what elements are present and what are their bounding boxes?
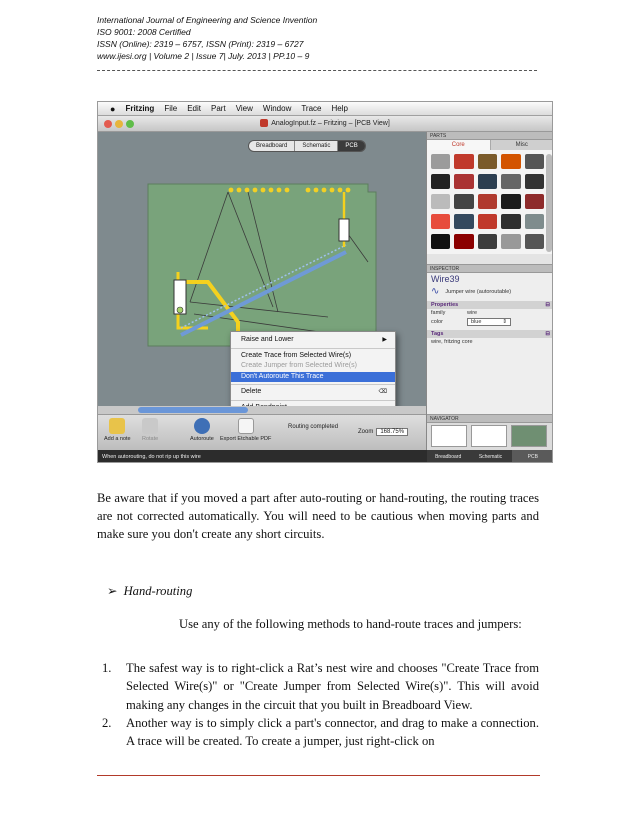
mac-menubar <box>98 102 552 116</box>
inspector-header: INSPECTOR <box>427 265 553 273</box>
part-thumbnail[interactable] <box>525 174 544 189</box>
add-note-button[interactable] <box>104 418 131 442</box>
header-line-journal: International Journal of Engineering and Science Invention <box>97 15 318 25</box>
intro-paragraph: Use any of the following methods to hand-route traces and jumpers: <box>179 617 522 631</box>
menu-separator <box>231 384 395 385</box>
tags-row <box>427 338 553 346</box>
document-icon <box>260 119 268 127</box>
breadboard-thumbnail[interactable] <box>431 425 467 447</box>
routing-status: Routing completed <box>288 424 339 430</box>
part-thumbnail[interactable] <box>478 174 497 189</box>
inspector-title: Wire39 <box>431 274 460 284</box>
export-pdf-label: Export Etchable PDF <box>220 436 272 442</box>
color-row <box>427 317 553 327</box>
view-switcher <box>248 140 366 152</box>
navigator-panel <box>427 414 553 460</box>
menu-part[interactable]: Part <box>211 104 226 113</box>
zoom-window-button[interactable] <box>126 120 134 128</box>
fritzing-screenshot <box>97 101 553 463</box>
header-line-iso: ISO 9001: 2008 Certified <box>97 27 191 37</box>
tags-section[interactable] <box>427 330 553 338</box>
color-label: color <box>431 319 443 325</box>
parts-scrollbar[interactable] <box>546 154 552 252</box>
pcb-board <box>148 184 376 346</box>
menu-fritzing[interactable]: Fritzing <box>125 104 155 113</box>
tab-schematic[interactable]: Schematic <box>295 141 338 151</box>
part-thumbnail[interactable] <box>478 214 497 229</box>
subheading-text: Hand-routing <box>123 584 193 598</box>
rotate-icon <box>142 418 158 434</box>
tab-breadboard[interactable]: Breadboard <box>249 141 295 151</box>
menu-item-dont-autoroute[interactable]: Don't Autoroute This Trace <box>231 372 395 383</box>
menu-item-create-trace[interactable]: Create Trace from Selected Wire(s) <box>241 351 352 359</box>
part-thumbnail[interactable] <box>431 194 450 209</box>
header-divider <box>97 70 537 71</box>
part-thumbnail[interactable] <box>454 234 473 249</box>
minimize-window-button[interactable] <box>115 120 123 128</box>
rotate-button[interactable] <box>142 418 158 442</box>
properties-label: Properties <box>431 302 459 308</box>
menu-item-label: Delete <box>241 388 262 395</box>
part-thumbnail[interactable] <box>525 154 544 169</box>
part-thumbnail[interactable] <box>525 214 544 229</box>
wire-icon: ∿ <box>431 286 440 297</box>
part-thumbnail[interactable] <box>525 194 544 209</box>
tab-misc[interactable]: Misc <box>491 140 554 150</box>
list-number: 1. <box>102 661 112 675</box>
part-thumbnail[interactable] <box>478 234 497 249</box>
parts-panel-header: PARTS <box>427 132 553 140</box>
bottom-toolbar <box>98 414 426 450</box>
inspector-subtitle: Jumper wire (autoroutable) <box>445 288 512 295</box>
part-thumbnail[interactable] <box>454 194 473 209</box>
chevron-down-icon: ⇕ <box>502 319 507 325</box>
window-titlebar <box>98 116 552 132</box>
header-line-volume: www.ijesi.org | Volume 2 | Issue 7| July. 2013 | PP.10 – 9 <box>97 51 310 61</box>
color-select[interactable] <box>467 318 511 326</box>
part-thumbnail[interactable] <box>501 214 520 229</box>
method-list <box>102 659 539 750</box>
delete-key-icon: ⌫ <box>378 389 387 395</box>
color-select-value: blue <box>471 319 482 325</box>
menu-item-create-jumper: Create Jumper from Selected Wire(s) <box>241 362 357 369</box>
subheading <box>107 583 192 599</box>
part-thumbnail[interactable] <box>454 214 473 229</box>
note-icon <box>109 418 125 434</box>
list-text: Another way is to simply click a part's connector, and drag to make a connection. A trace will be created. To create a jumper, just right-click on <box>126 715 539 749</box>
menu-separator <box>231 348 395 349</box>
zoom-control <box>358 428 408 436</box>
part-thumbnail[interactable] <box>478 154 497 169</box>
autoroute-icon <box>194 418 210 434</box>
menu-edit[interactable]: Edit <box>187 104 202 113</box>
menu-window[interactable]: Window <box>262 104 292 113</box>
collapse-icon: ⊟ <box>545 302 550 308</box>
submenu-arrow-icon: ▶ <box>382 337 387 343</box>
nav-schematic[interactable]: Schematic <box>478 454 503 460</box>
footer-divider <box>97 775 540 776</box>
zoom-input[interactable]: 168.75% <box>376 428 408 436</box>
part-thumbnail[interactable] <box>431 214 450 229</box>
menu-view[interactable]: View <box>235 104 253 113</box>
parts-grid <box>427 150 553 254</box>
inspector-panel <box>427 264 553 414</box>
part-thumbnail[interactable] <box>501 234 520 249</box>
part-thumbnail[interactable] <box>501 154 520 169</box>
part-thumbnail[interactable] <box>431 154 450 169</box>
list-item <box>102 659 539 714</box>
part-thumbnail[interactable] <box>478 194 497 209</box>
family-value: wire <box>467 310 478 316</box>
nav-pcb[interactable]: PCB <box>512 450 553 463</box>
zoom-label: Zoom <box>358 429 374 435</box>
collapse-icon: ⊟ <box>545 331 550 337</box>
properties-section[interactable] <box>427 301 553 309</box>
part-thumbnail[interactable] <box>431 234 450 249</box>
part-thumbnail[interactable] <box>454 174 473 189</box>
list-number: 2. <box>102 715 112 730</box>
export-pdf-button[interactable] <box>220 418 271 442</box>
window-title: AnalogInput.fz – Fritzing – [PCB View] <box>271 120 390 127</box>
menu-item-raise-lower[interactable] <box>231 335 395 346</box>
autoroute-label: Autoroute <box>190 436 214 442</box>
menu-item-label: Raise and Lower <box>241 336 294 343</box>
pcb-thumbnail[interactable] <box>511 425 547 447</box>
family-label: family <box>431 310 446 316</box>
nav-breadboard[interactable]: Breadboard <box>435 454 462 460</box>
part-thumbnail[interactable] <box>501 174 520 189</box>
journal-header <box>97 14 317 62</box>
part-thumbnail[interactable] <box>525 234 544 249</box>
tab-core[interactable]: Core <box>427 140 491 150</box>
tab-pcb[interactable]: PCB <box>338 141 364 151</box>
arrow-bullet-icon: ➢ <box>107 584 118 598</box>
schematic-thumbnail[interactable] <box>471 425 507 447</box>
apple-icon[interactable]: ● <box>110 104 116 114</box>
tags-value: wire, fritzing core <box>431 339 473 345</box>
navigator-thumbnails <box>431 425 547 447</box>
scroll-thumb[interactable] <box>138 407 248 413</box>
navigator-header: NAVIGATOR <box>427 415 553 423</box>
export-pdf-icon <box>238 418 254 434</box>
add-note-label: Add a note <box>104 436 131 442</box>
autoroute-button[interactable] <box>190 418 214 442</box>
window-controls <box>104 120 134 128</box>
right-dock <box>426 132 553 460</box>
part-thumbnail[interactable] <box>501 194 520 209</box>
horizontal-scrollbar[interactable] <box>98 406 426 414</box>
menu-item-delete[interactable] <box>231 387 395 398</box>
menu-trace[interactable]: Trace <box>301 104 322 113</box>
tags-label: Tags <box>431 331 444 337</box>
menu-separator <box>231 400 395 401</box>
header-line-issn: ISSN (Online): 2319 – 6757, ISSN (Print): 2319 – 6727 <box>97 39 304 49</box>
family-row <box>427 309 553 317</box>
close-window-button[interactable] <box>104 120 112 128</box>
pcb-canvas[interactable] <box>98 132 426 414</box>
body-paragraph: Be aware that if you moved a part after auto-routing or hand-routing, the routing traces are not corrected automatically. You will need to be cautious when moving parts and make sure you don't create any short circuits. <box>97 491 539 542</box>
part-thumbnail[interactable] <box>454 154 473 169</box>
inspector-subtitle-row <box>427 285 553 298</box>
list-text: The safest way is to right-click a Rat’s nest wire and chooses "Create Trace from Selected Wire(s)" or "Create Jumper from Selected Wire(s)". This will avoid making any changes in the circuit that you built in Breadboard View. <box>126 661 539 712</box>
list-item <box>102 714 539 751</box>
resistor-part <box>339 219 349 241</box>
parts-bin-tabs <box>427 140 553 150</box>
navigator-labels <box>427 450 553 463</box>
menu-file[interactable]: File <box>164 104 178 113</box>
menu-help[interactable]: Help <box>331 104 348 113</box>
part-thumbnail[interactable] <box>431 174 450 189</box>
rotate-label: Rotate <box>142 436 159 442</box>
status-bar: When autorouting, do not rip up this wire <box>98 450 552 463</box>
